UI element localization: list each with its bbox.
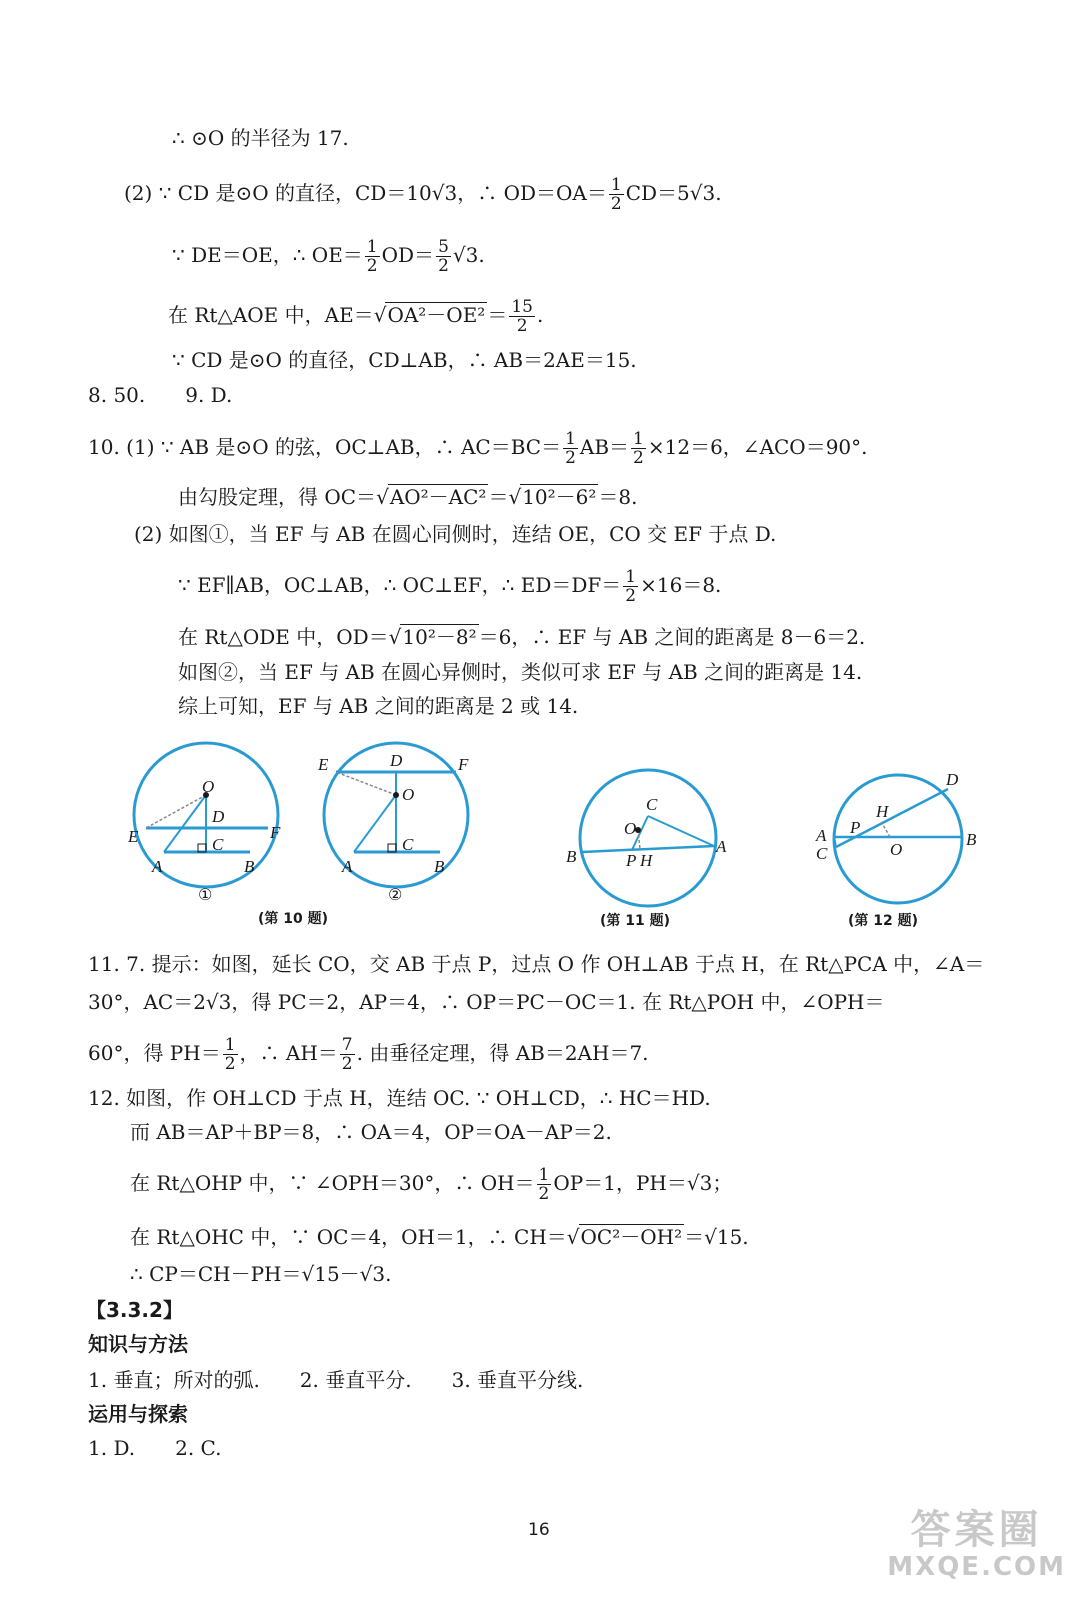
text: ∵ DE＝OE，∴ OE＝: [172, 243, 363, 267]
fraction-half: $\frac{1}{2}$: [625, 567, 637, 606]
radicand: OC²－OH²: [580, 1225, 683, 1249]
line-case2: 如图②，当 EF 与 AB 在圆心异侧时，类似可求 EF 与 AB 之间的距离是 14.: [178, 660, 863, 684]
radicand: 10²－8²: [402, 625, 477, 649]
text: 10. (1) ∵ AB 是⊙O 的弦，OC⊥AB，∴ AC＝BC＝: [88, 435, 562, 459]
label-E: E: [318, 755, 329, 774]
fraction-fifteen-half: $\frac{15}{2}$: [511, 297, 533, 336]
radicand: 10²－6²: [522, 485, 597, 509]
text: OD＝: [381, 243, 435, 267]
watermark: [887, 1508, 1066, 1582]
caption-fig12: (第 12 题): [848, 913, 919, 929]
text: ＝8.: [598, 485, 638, 509]
line-application-answers: 1. D. 2. C.: [88, 1436, 222, 1460]
label-B: B: [434, 857, 445, 876]
label-O: O: [890, 840, 903, 859]
caption-fig10: (第 10 题): [258, 911, 329, 927]
label-P: P: [850, 818, 861, 837]
label-D: D: [390, 751, 403, 770]
text: √3.: [452, 243, 485, 267]
text: ＝: [487, 303, 508, 327]
line-q12-1: 12. 如图，作 OH⊥CD 于点 H，连结 OC. ∵ OH⊥CD，∴ HC＝HD.: [88, 1086, 711, 1110]
label-C: C: [402, 835, 414, 854]
fraction-half: $\frac{1}{2}$: [538, 1165, 550, 1204]
fraction-half: $\frac{1}{2}$: [633, 429, 644, 468]
line-knowledge-answers: 1. 垂直；所对的弧. 2. 垂直平分. 3. 垂直平分线.: [88, 1368, 584, 1392]
label-A: A: [816, 826, 827, 845]
line-q11-2: 30°，AC＝2√3，得 PC＝2，AP＝4，∴ OP＝PC－OC＝1. 在 Rt△POH 中，∠OPH＝: [88, 990, 885, 1014]
text: ×12＝6，∠ACO＝90°.: [647, 435, 868, 459]
subcaption-2: ②: [388, 885, 403, 904]
line-q11-1: 11. 7. 提示：如图，延长 CO，交 AB 于点 P，过点 O 作 OH⊥AB 于点 H，在 Rt△PCA 中，∠A＝: [88, 952, 985, 976]
label-H: H: [640, 851, 653, 870]
line-answers-8-9: 8. 50. 9. D.: [88, 383, 233, 407]
label-F: F: [458, 755, 469, 774]
label-D: D: [212, 807, 225, 826]
fraction-half: $\frac{1}{2}$: [224, 1035, 236, 1074]
line-q11-3: [88, 1036, 649, 1073]
label-O: O: [202, 777, 215, 796]
line-q10-part2: (2) 如图①，当 EF 与 AB 在圆心同侧时，连结 OE，CO 交 EF 于点 D.: [134, 522, 777, 546]
text: ∵ EF∥AB，OC⊥AB，∴ OC⊥EF，∴ ED＝DF＝: [178, 573, 622, 597]
label-D: D: [946, 770, 959, 789]
line-q12-4: 在 Rt△OHC 中，∵ OC＝4，OH＝1，∴ CH＝√OC²－OH² ＝√15.: [130, 1225, 749, 1249]
subsection-application: 运用与探索: [88, 1402, 188, 1426]
page-number: 16: [528, 1520, 550, 1540]
subcaption-1: ①: [198, 885, 213, 904]
label-E: E: [128, 827, 139, 846]
fraction-half: $\frac{1}{2}$: [610, 175, 622, 214]
label-C: C: [646, 795, 658, 814]
label-B: B: [244, 857, 255, 876]
line-radius: ∴ ⊙O 的半径为 17.: [172, 126, 349, 150]
line-ed-df: [178, 568, 721, 605]
text: 在 Rt△ODE 中，OD＝: [178, 625, 389, 649]
subsection-knowledge: 知识与方法: [88, 1332, 188, 1356]
figure-11: [560, 760, 740, 910]
line-q12-5: ∴ CP＝CH－PH＝√15－√3.: [130, 1262, 392, 1286]
caption-fig11: (第 11 题): [600, 913, 671, 929]
label-P: P: [626, 851, 637, 870]
figure-10-2: [310, 740, 490, 910]
fraction-five-half: $\frac{5}{2}$: [438, 237, 449, 276]
label-O: O: [624, 819, 637, 838]
line-conclusion: 综上可知，EF 与 AB 之间的距离是 2 或 14.: [178, 694, 579, 718]
fraction-seven-half: $\frac{7}{2}$: [341, 1035, 353, 1074]
text: ＝: [488, 485, 509, 509]
label-A: A: [152, 857, 163, 876]
text: 由勾股定理，得 OC＝: [178, 485, 377, 509]
section-heading: 【3.3.2】: [86, 1298, 183, 1322]
line-ae: 在 Rt△AOE 中，AE＝√OA²－OE² ＝ $\frac{15}{2}$ .: [168, 297, 544, 336]
text: 在 Rt△OHC 中，∵ OC＝4，OH＝1，∴ CH＝: [130, 1225, 567, 1249]
text: CD＝5√3.: [625, 181, 722, 205]
line-ab15: ∵ CD 是⊙O 的直径，CD⊥AB，∴ AB＝2AE＝15.: [172, 348, 637, 372]
line-q12-3: [130, 1166, 732, 1203]
radicand: OA²－OE²: [387, 303, 486, 327]
line-od6: 在 Rt△ODE 中，OD＝√10²－8² ＝6，∴ EF 与 AB 之间的距离是 8－6＝2.: [178, 625, 866, 649]
line-part2-od: [124, 176, 722, 213]
label-A: A: [342, 857, 353, 876]
figure-10-1: [120, 740, 300, 910]
text: ＝6，∴ EF 与 AB 之间的距离是 8－6＝2.: [478, 625, 866, 649]
text: ，∴ AH＝: [239, 1041, 338, 1065]
text: 60°，得 PH＝: [88, 1041, 221, 1065]
text: . 由垂径定理，得 AB＝2AH＝7.: [356, 1041, 649, 1065]
text: ×16＝8.: [640, 573, 722, 597]
label-H: H: [876, 802, 889, 821]
text: 在 Rt△OHP 中，∵ ∠OPH＝30°，∴ OH＝: [130, 1171, 535, 1195]
text: (2) ∵ CD 是⊙O 的直径，CD＝10√3，∴ OD＝OA＝: [124, 181, 607, 205]
label-F: F: [270, 823, 281, 842]
label-B: B: [566, 847, 577, 866]
text: 在 Rt△AOE 中，AE＝: [168, 303, 374, 327]
label-C: C: [816, 844, 828, 863]
line-q10-part1: [88, 430, 868, 467]
line-q12-2: 而 AB＝AP＋BP＝8，∴ OA＝4，OP＝OA－AP＝2.: [130, 1120, 612, 1144]
radicand: AO²－AC²: [389, 485, 487, 509]
text: OP＝1，PH＝√3；: [553, 1171, 733, 1195]
label-B: B: [966, 830, 977, 849]
label-C: C: [212, 835, 224, 854]
watermark-line2: MXQE.COM: [887, 1552, 1066, 1582]
text: .: [536, 303, 544, 327]
text: AB＝: [579, 435, 630, 459]
line-oc8: 由勾股定理，得 OC＝√AO²－AC² ＝√10²－6² ＝8.: [178, 485, 638, 509]
text: ＝√15.: [684, 1225, 749, 1249]
line-oe: [172, 238, 485, 275]
watermark-line1: 答案圈: [910, 1507, 1043, 1553]
label-A: A: [716, 837, 727, 856]
fraction-half: $\frac{1}{2}$: [565, 429, 576, 468]
fraction-half: $\frac{1}{2}$: [366, 237, 378, 276]
figure-12: [810, 765, 990, 910]
label-O: O: [402, 785, 415, 804]
